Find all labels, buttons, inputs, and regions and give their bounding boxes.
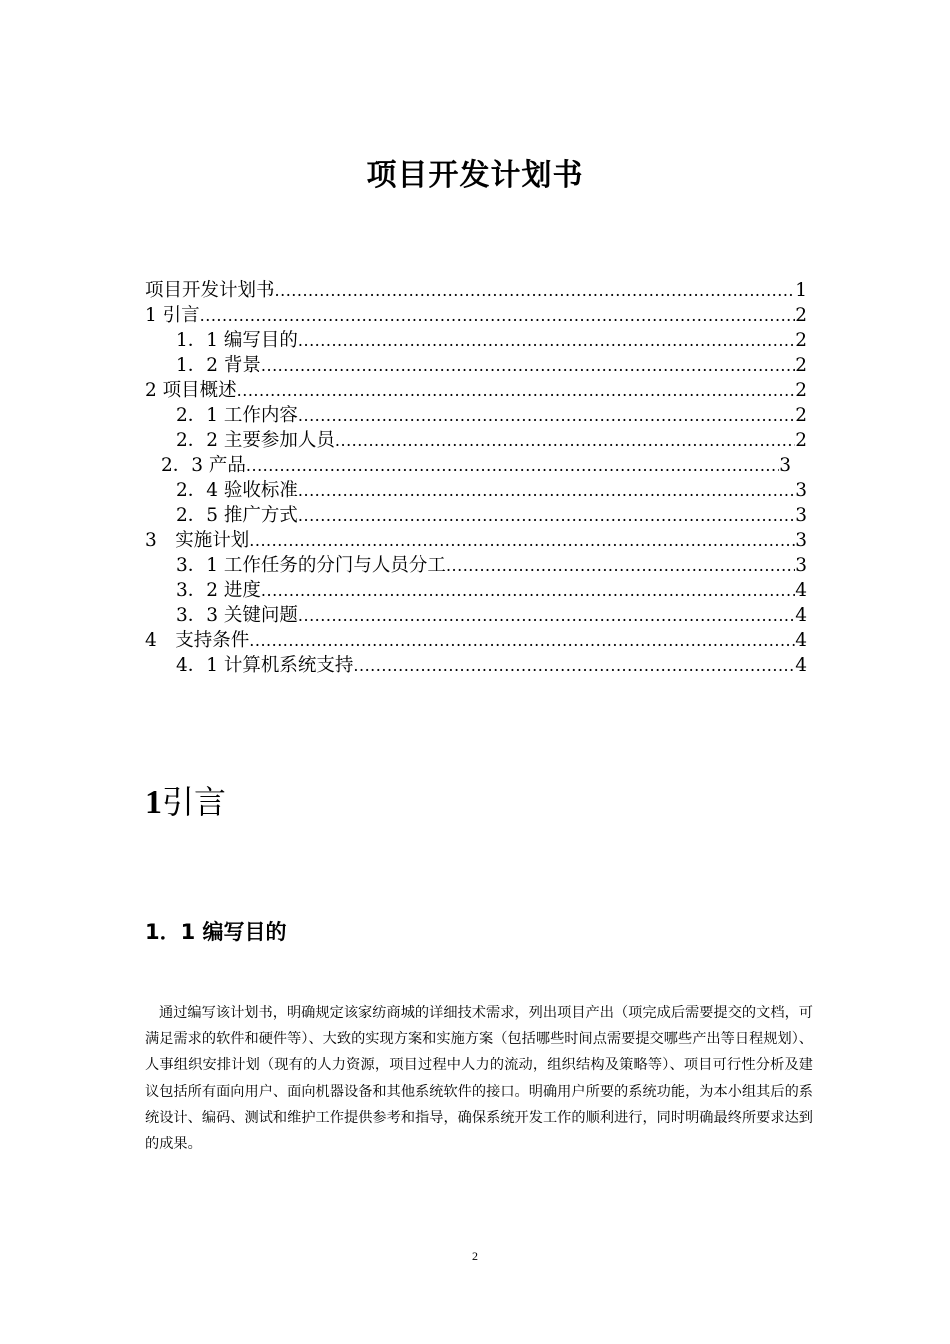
toc-entry-page: 2	[795, 305, 807, 326]
toc-entry[interactable]	[145, 428, 807, 453]
toc-entry[interactable]	[145, 603, 807, 628]
toc-dot-leader	[446, 553, 795, 578]
toc-entry[interactable]	[145, 628, 807, 653]
toc-dot-leader	[298, 328, 795, 353]
toc-entry[interactable]	[145, 553, 807, 578]
toc-entry[interactable]	[145, 328, 807, 353]
toc-entry-page: 4	[795, 605, 807, 626]
toc-entry-page: 2	[795, 380, 807, 401]
toc-entry-page: 3	[795, 505, 807, 526]
toc-dot-leader	[261, 578, 795, 603]
document-title: 项目开发计划书	[366, 158, 584, 193]
toc-dot-leader	[200, 303, 796, 328]
toc-entry-page: 3	[795, 480, 807, 501]
toc-entry-label: 2．2 主要参加人员	[176, 430, 335, 451]
toc-entry-page: 2	[795, 430, 807, 451]
toc-dot-leader	[246, 453, 779, 478]
toc-entry-page: 3	[795, 555, 807, 576]
toc-entry-page: 2	[795, 330, 807, 351]
toc-entry[interactable]	[145, 528, 807, 553]
toc-entry[interactable]	[145, 653, 807, 678]
page-number: 2	[472, 1249, 478, 1263]
toc-dot-leader	[237, 378, 796, 403]
toc-dot-leader	[298, 603, 795, 628]
toc-dot-leader	[298, 403, 795, 428]
toc-entry[interactable]	[145, 378, 807, 403]
toc-dot-leader	[249, 628, 795, 653]
toc-entry[interactable]	[145, 403, 807, 428]
toc-dot-leader	[353, 653, 795, 678]
toc-entry-label: 2．3 产品	[161, 455, 246, 476]
toc-dot-leader	[275, 278, 796, 303]
toc-entry-label: 2．4 验收标准	[176, 480, 298, 501]
toc-dot-leader	[249, 528, 795, 553]
toc-entry[interactable]	[145, 453, 807, 478]
toc-entry[interactable]	[145, 478, 807, 503]
table-of-contents	[145, 278, 807, 678]
subsection-heading: 1．1 编写目的	[145, 920, 287, 944]
toc-dot-leader	[261, 353, 795, 378]
toc-entry-page: 2	[795, 355, 807, 376]
toc-entry[interactable]	[145, 278, 807, 303]
toc-entry-page: 3	[779, 455, 791, 476]
toc-entry[interactable]	[145, 303, 807, 328]
toc-entry[interactable]	[145, 578, 807, 603]
toc-entry-label: 1．1 编写目的	[176, 330, 298, 351]
toc-entry-label: 3．1 工作任务的分门与人员分工	[176, 555, 446, 576]
toc-dot-leader	[335, 428, 795, 453]
toc-entry-label: 4．1 计算机系统支持	[176, 655, 354, 676]
toc-entry-label: 4 支持条件	[145, 630, 250, 651]
toc-entry-label: 2．1 工作内容	[176, 405, 298, 426]
toc-entry-page: 3	[795, 530, 807, 551]
toc-entry-label: 3．3 关键问题	[176, 605, 298, 626]
toc-entry[interactable]	[145, 353, 807, 378]
toc-entry-page: 2	[795, 405, 807, 426]
toc-entry-label: 1 引言	[145, 305, 200, 326]
toc-entry-label: 1．2 背景	[176, 355, 261, 376]
toc-entry-label: 2．5 推广方式	[176, 505, 298, 526]
body-paragraph: 通过编写该计划书，明确规定该家纺商城的详细技术需求，列出项目产出（项完成后需要提交的文档，可满足需求的软件和硬件等）、大致的实现方案和实施方案（包括哪些时间点需要提交哪些产出等日程规划）、人事组织安排计划（现有的人力资源，项目过程中人力的流动，组织结构及策略等）、项目可行性分析及建议包括所有面向用户、面向机器设备和其他系统软件的接口。明确用户所要的系统功能，为本小组其后的系统设计、编码、测试和维护工作提供参考和指导，确保系统开发工作的顺利进行，同时明确最终所要求达到的成果。	[145, 1005, 813, 1153]
section-title: 引言	[162, 783, 227, 821]
toc-entry-label: 2 项目概述	[145, 380, 237, 401]
toc-entry-page: 4	[795, 580, 807, 601]
toc-entry-label: 3．2 进度	[176, 580, 261, 601]
toc-entry-page: 1	[795, 280, 807, 301]
toc-entry[interactable]	[145, 503, 807, 528]
toc-dot-leader	[298, 478, 795, 503]
toc-entry-label: 3 实施计划	[145, 530, 250, 551]
toc-entry-page: 4	[795, 655, 807, 676]
section-heading	[145, 780, 226, 825]
toc-entry-label: 项目开发计划书	[145, 280, 275, 301]
toc-dot-leader	[298, 503, 795, 528]
section-number: 1	[145, 784, 162, 821]
toc-entry-page: 4	[795, 630, 807, 651]
